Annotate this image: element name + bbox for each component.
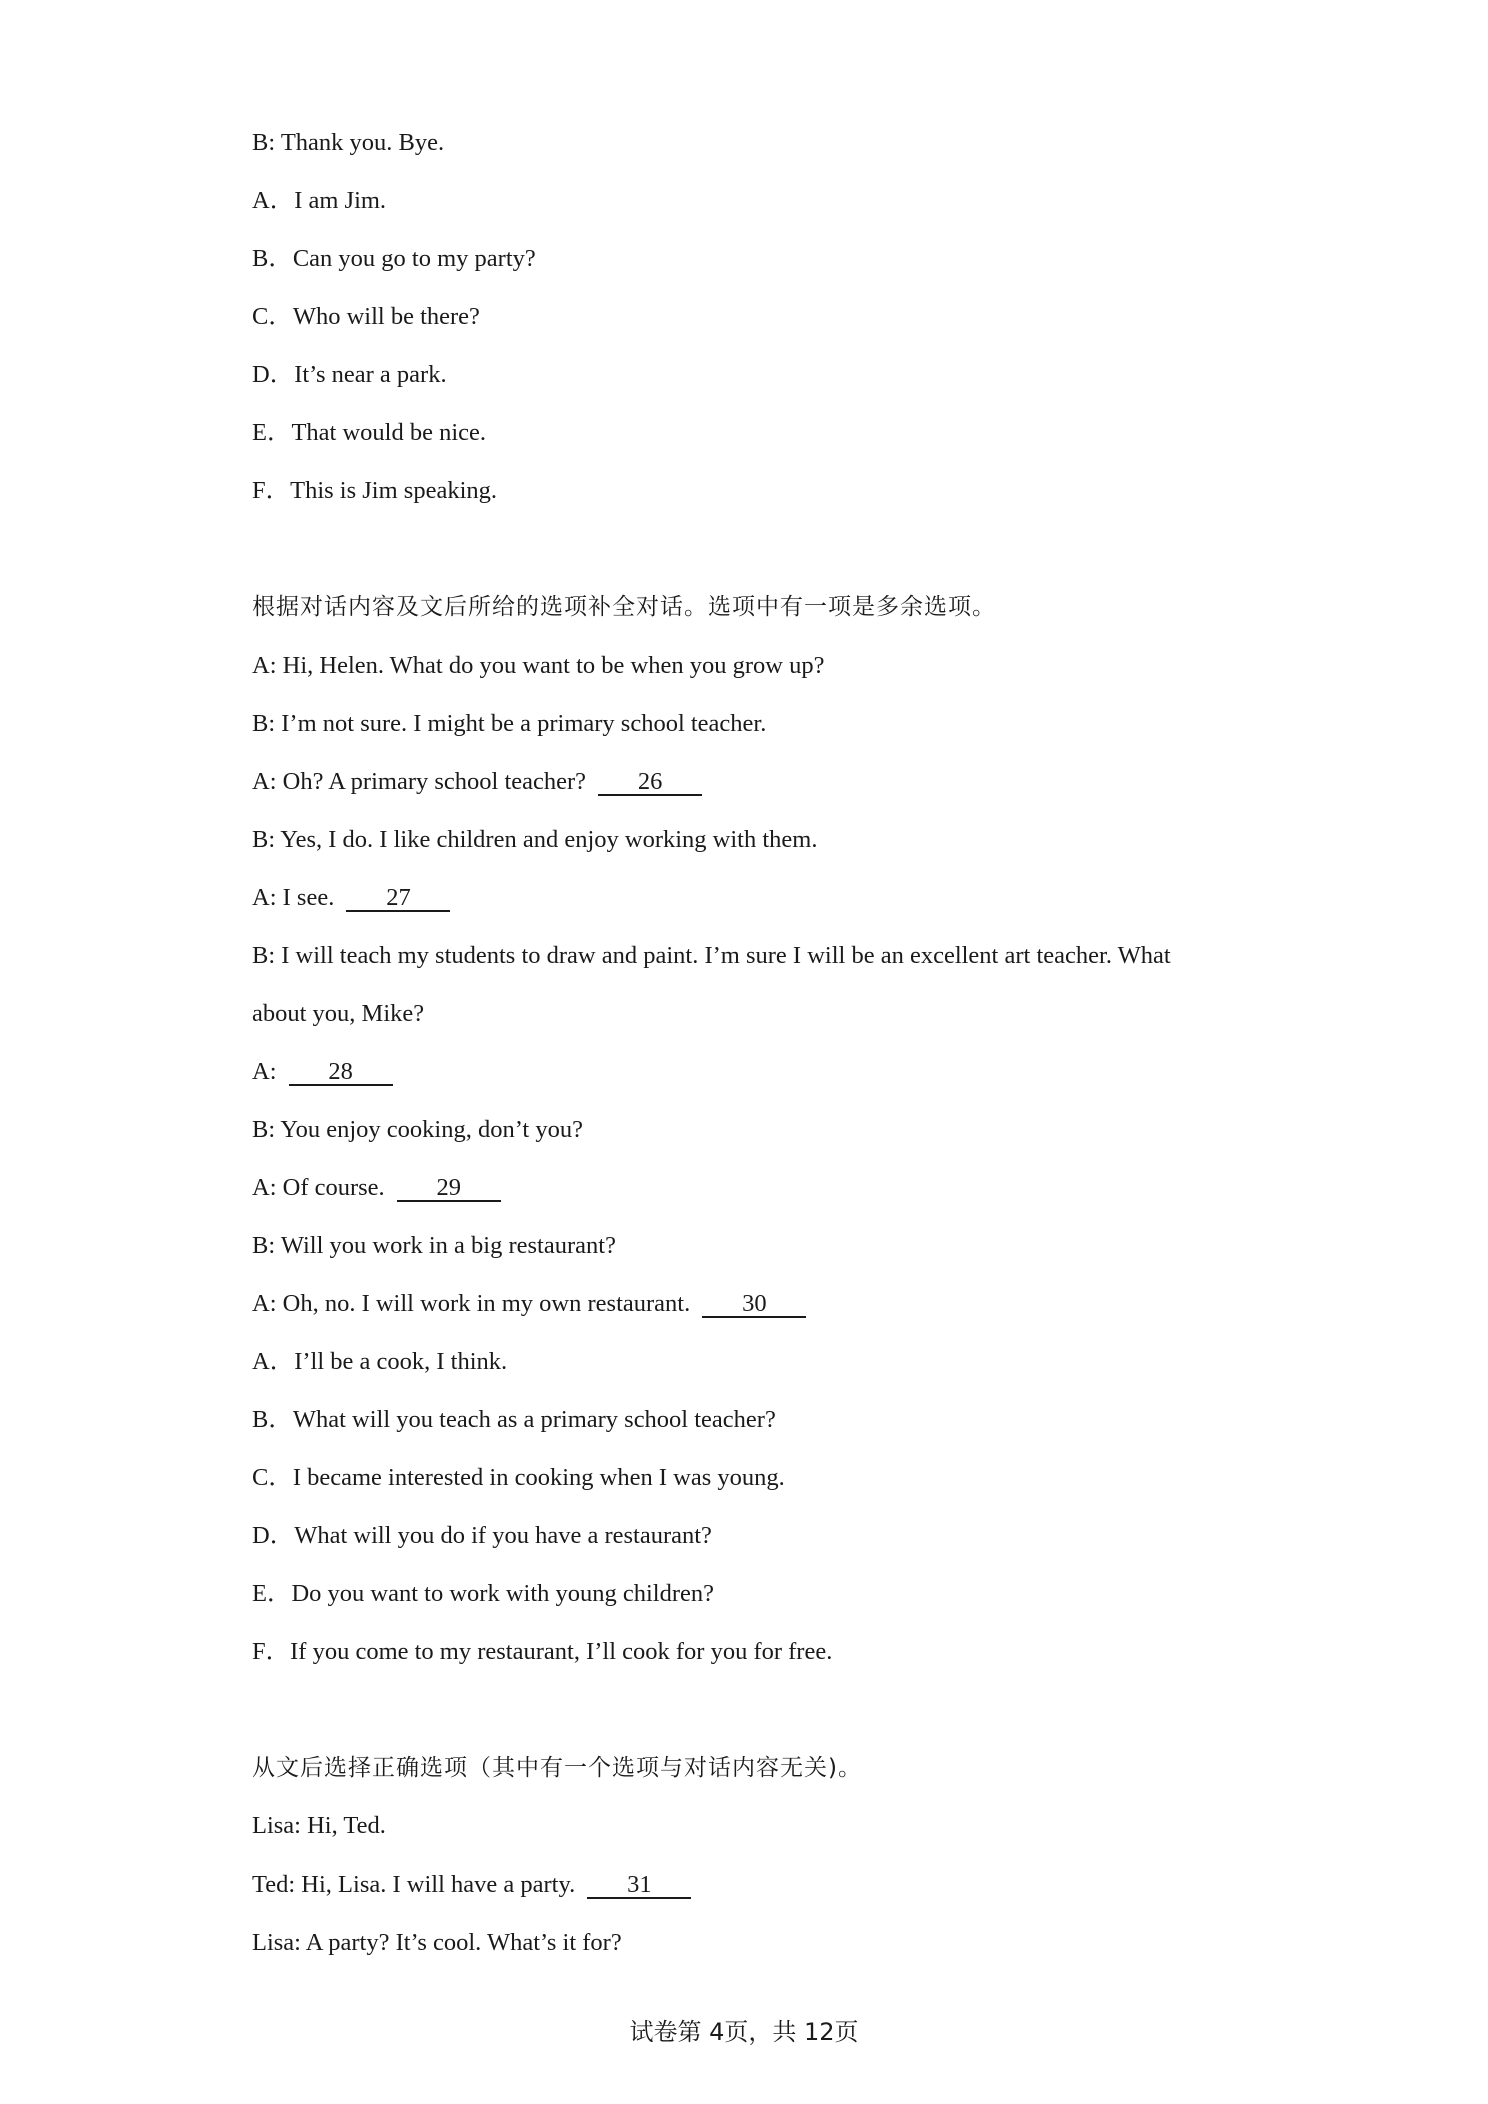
dialogue-line — [252, 1057, 393, 1087]
dialogue-line: B: Will you work in a big restaurant? — [252, 1232, 616, 1259]
dialogue-line — [252, 1870, 691, 1900]
dialogue-text: A: Oh? A primary school teacher? — [252, 768, 587, 795]
dialogue-text: A: Of course. — [252, 1174, 385, 1201]
option-f: F．This is Jim speaking. — [252, 477, 498, 504]
dialogue-text: A: I see. — [252, 884, 335, 911]
section-instruction: 根据对话内容及文后所给的选项补全对话。选项中有一项是多余选项。 — [252, 594, 996, 620]
dialogue-text: Ted: Hi, Lisa. I will have a party. — [252, 1871, 576, 1898]
option-a: A．I’ll be a cook, I think. — [252, 1348, 508, 1375]
option-c: C．I became interested in cooking when I was young. — [252, 1464, 785, 1491]
dialogue-line: Lisa: Hi, Ted. — [252, 1812, 386, 1839]
dialogue-line — [252, 1289, 806, 1319]
option-e: E．That would be nice. — [252, 419, 487, 446]
option-c: C．Who will be there? — [252, 303, 480, 330]
dialogue-line: B: Thank you. Bye. — [252, 129, 445, 156]
answer-blank-26: 26 — [598, 770, 702, 796]
dialogue-line: B: Yes, I do. I like children and enjoy working with them. — [252, 826, 818, 853]
dialogue-line: about you, Mike? — [252, 1000, 425, 1027]
answer-blank-28: 28 — [289, 1060, 393, 1086]
dialogue-line: B: You enjoy cooking, don’t you? — [252, 1116, 583, 1143]
answer-blank-30: 30 — [702, 1292, 806, 1318]
answer-blank-31: 31 — [587, 1873, 691, 1899]
dialogue-text: A: Oh, no. I will work in my own restaurant. — [252, 1290, 691, 1317]
option-b: B．What will you teach as a primary school teacher? — [252, 1406, 776, 1433]
section-instruction: 从文后选择正确选项（其中有一个选项与对话内容无关)。 — [252, 1755, 862, 1781]
dialogue-text: A: — [252, 1058, 277, 1085]
dialogue-line: A: Hi, Helen. What do you want to be when you grow up? — [252, 652, 825, 679]
dialogue-line — [252, 767, 702, 797]
option-b: B．Can you go to my party? — [252, 245, 536, 272]
page-number: 试卷第 4页，共 12页 — [629, 2018, 859, 2046]
dialogue-line — [252, 883, 450, 913]
dialogue-line: B: I’m not sure. I might be a primary school teacher. — [252, 710, 767, 737]
option-d: D．What will you do if you have a restaurant? — [252, 1522, 712, 1549]
dialogue-line — [252, 1173, 501, 1203]
dialogue-line: B: I will teach my students to draw and paint. I’m sure I will be an excellent art teacher. What — [252, 942, 1171, 969]
option-f: F．If you come to my restaurant, I’ll cook for you for free. — [252, 1638, 833, 1665]
answer-blank-29: 29 — [397, 1176, 501, 1202]
option-a: A．I am Jim. — [252, 187, 387, 214]
dialogue-line: Lisa: A party? It’s cool. What’s it for? — [252, 1929, 622, 1956]
answer-blank-27: 27 — [346, 886, 450, 912]
option-d: D．It’s near a park. — [252, 361, 447, 388]
option-e: E．Do you want to work with young children? — [252, 1580, 715, 1607]
